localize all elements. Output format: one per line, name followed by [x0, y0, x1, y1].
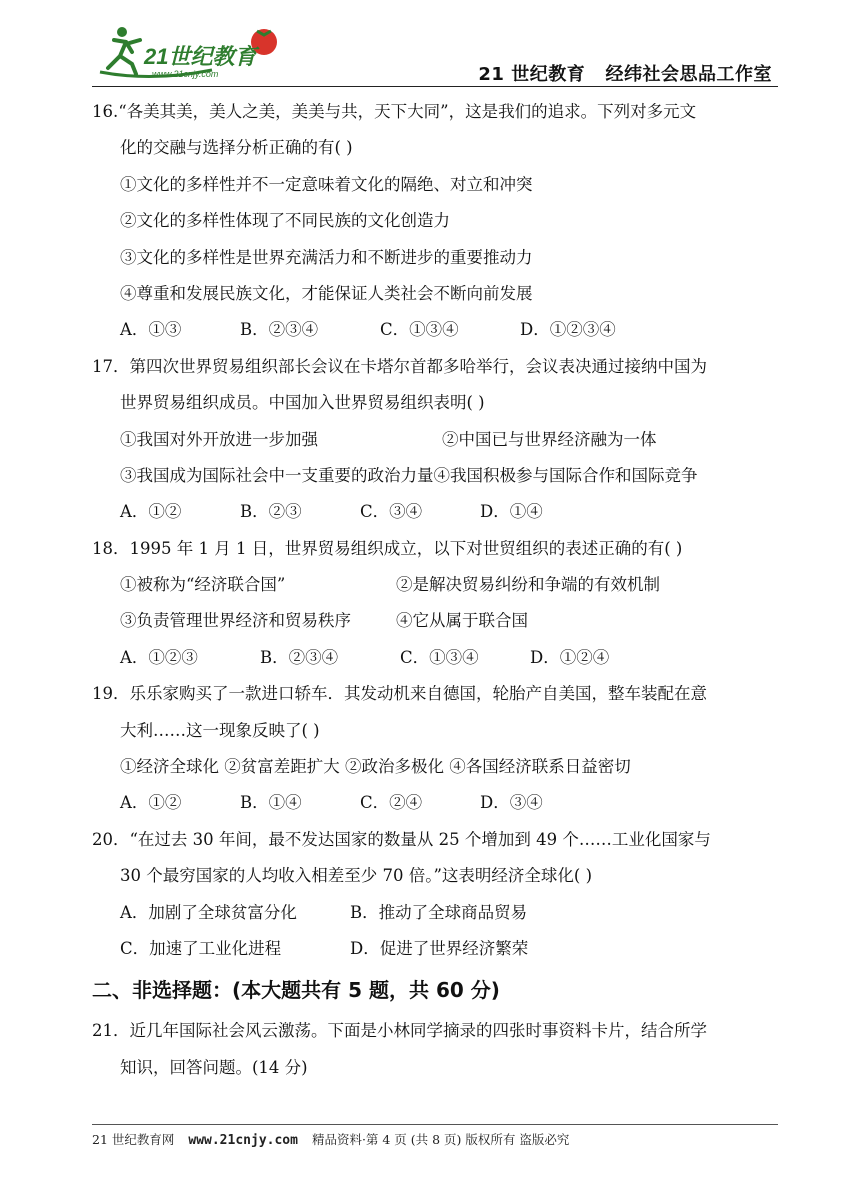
option-a: A．加剧了全球贫富分化 [120, 902, 297, 922]
statement-row [92, 422, 782, 458]
statement-row [92, 458, 782, 494]
question-stem: 化的交融与选择分析正确的有( ) [120, 138, 353, 158]
statement-item: ④它从属于联合国 [396, 611, 528, 631]
option-b: B．②③④ [260, 647, 339, 667]
statement-item: ①被称为“经济联合国” [120, 575, 286, 595]
option-d: D．①②④ [530, 647, 610, 667]
question-stem: 18．1995 年 1 月 1 日，世界贸易组织成立，以下对世贸组织的表述正确的有( ) [92, 538, 683, 558]
answer-options-row [92, 931, 782, 967]
option-d: D．①②③④ [520, 320, 616, 340]
option-d: D．③④ [480, 793, 543, 813]
option-a: A．①③ [120, 320, 182, 340]
option-b: B．②③④ [240, 320, 319, 340]
question-17 [92, 349, 782, 531]
question-stem: 世界贸易组织成员。中国加入世界贸易组织表明( ) [120, 393, 485, 413]
statement-item: ④尊重和发展民族文化，才能保证人类社会不断向前发展 [120, 283, 533, 303]
option-c: C．③④ [360, 502, 423, 522]
option-c: C．①③④ [400, 647, 479, 667]
question-16 [92, 94, 782, 349]
option-b: B．推动了全球商品贸易 [350, 902, 528, 922]
option-c: C．①③④ [380, 320, 459, 340]
header-divider [92, 86, 778, 87]
option-c: C．加速了工业化进程 [120, 938, 282, 958]
statement-item: ③文化的多样性是世界充满活力和不断进步的重要推动力 [120, 247, 533, 267]
question-18 [92, 531, 782, 677]
footer-divider [92, 1124, 778, 1125]
question-stem: 16.“各美其美，美人之美，美美与共，天下大同”，这是我们的追求。下列对多元文 [92, 102, 697, 121]
page-footer [92, 1130, 782, 1148]
statement-row [92, 567, 782, 603]
option-a: A．①② [120, 793, 182, 813]
footer-site: 21 世纪教育网 [92, 1132, 175, 1147]
logo-subtext: www.21cnjy.com [152, 69, 219, 79]
option-c: C．②④ [360, 793, 423, 813]
statement-item: ②是解决贸易纠纷和争端的有效机制 [396, 575, 660, 595]
statement-item: ①文化的多样性并不一定意味着文化的隔绝、对立和冲突 [120, 174, 533, 194]
footer-url[interactable]: www.21cnjy.com [188, 1133, 298, 1148]
question-stem: 19．乐乐家购买了一款进口轿车．其发动机来自德国，轮胎产自美国，整车装配在意 [92, 684, 707, 704]
answer-options [92, 640, 782, 676]
question-stem: 知识，回答问题。(14 分) [120, 1057, 308, 1077]
option-b: B．①④ [240, 793, 302, 813]
statement-item: ③负责管理世界经济和贸易秩序 [120, 611, 351, 631]
section-title: 二、非选择题：(本大题共有 5 题，共 60 分) [92, 978, 500, 1003]
page-header [92, 22, 778, 88]
question-20 [92, 822, 782, 968]
option-d: D．①④ [480, 502, 543, 522]
option-b: B．②③ [240, 502, 302, 522]
logo-text: 21世纪教育 [144, 44, 257, 69]
option-d: D．促进了世界经济繁荣 [350, 938, 529, 958]
header-title: 21 世纪教育 经纬社会思品工作室 [478, 64, 772, 85]
statement-item: ④我国积极参与国际合作和国际竞争 [433, 465, 698, 485]
answer-options [92, 494, 782, 530]
statement-item: ①我国对外开放进一步加强 [120, 429, 318, 449]
question-stem: 大利……这一现象反映了( ) [120, 720, 320, 740]
statement-item: ②中国已与世界经济融为一体 [442, 429, 657, 449]
option-a: A．①②③ [120, 647, 198, 667]
statement-item: ②文化的多样性体现了不同民族的文化创造力 [120, 211, 450, 231]
answer-options [92, 785, 782, 821]
statement-item: ①经济全球化 ②贫富差距扩大 ②政治多极化 ④各国经济联系日益密切 [120, 757, 631, 777]
question-stem: 20．“在过去 30 年间，最不发达国家的数量从 25 个增加到 49 个……工业化国家与 [92, 829, 711, 849]
question-stem: 21．近几年国际社会风云激荡。下面是小林同学摘录的四张时事资料卡片，结合所学 [92, 1021, 707, 1041]
footer-page-info: 精品资料·第 4 页 (共 8 页) 版权所有 盗版必究 [311, 1132, 570, 1147]
answer-options [92, 312, 782, 348]
question-stem: 17．第四次世界贸易组织部长会议在卡塔尔首都多哈举行，会议表决通过接纳中国为 [92, 356, 707, 376]
logo-21cnjy [92, 22, 292, 82]
question-19 [92, 676, 782, 822]
question-21 [92, 1013, 782, 1086]
answer-options-row [92, 895, 782, 931]
statement-item: ③我国成为国际社会中一支重要的政治力量 [120, 465, 434, 485]
statement-row [92, 603, 782, 639]
question-stem: 30 个最穷国家的人均收入相差至少 70 倍。”这表明经济全球化( ) [120, 866, 593, 886]
exam-content [92, 94, 782, 1086]
option-a: A．①② [120, 502, 182, 522]
